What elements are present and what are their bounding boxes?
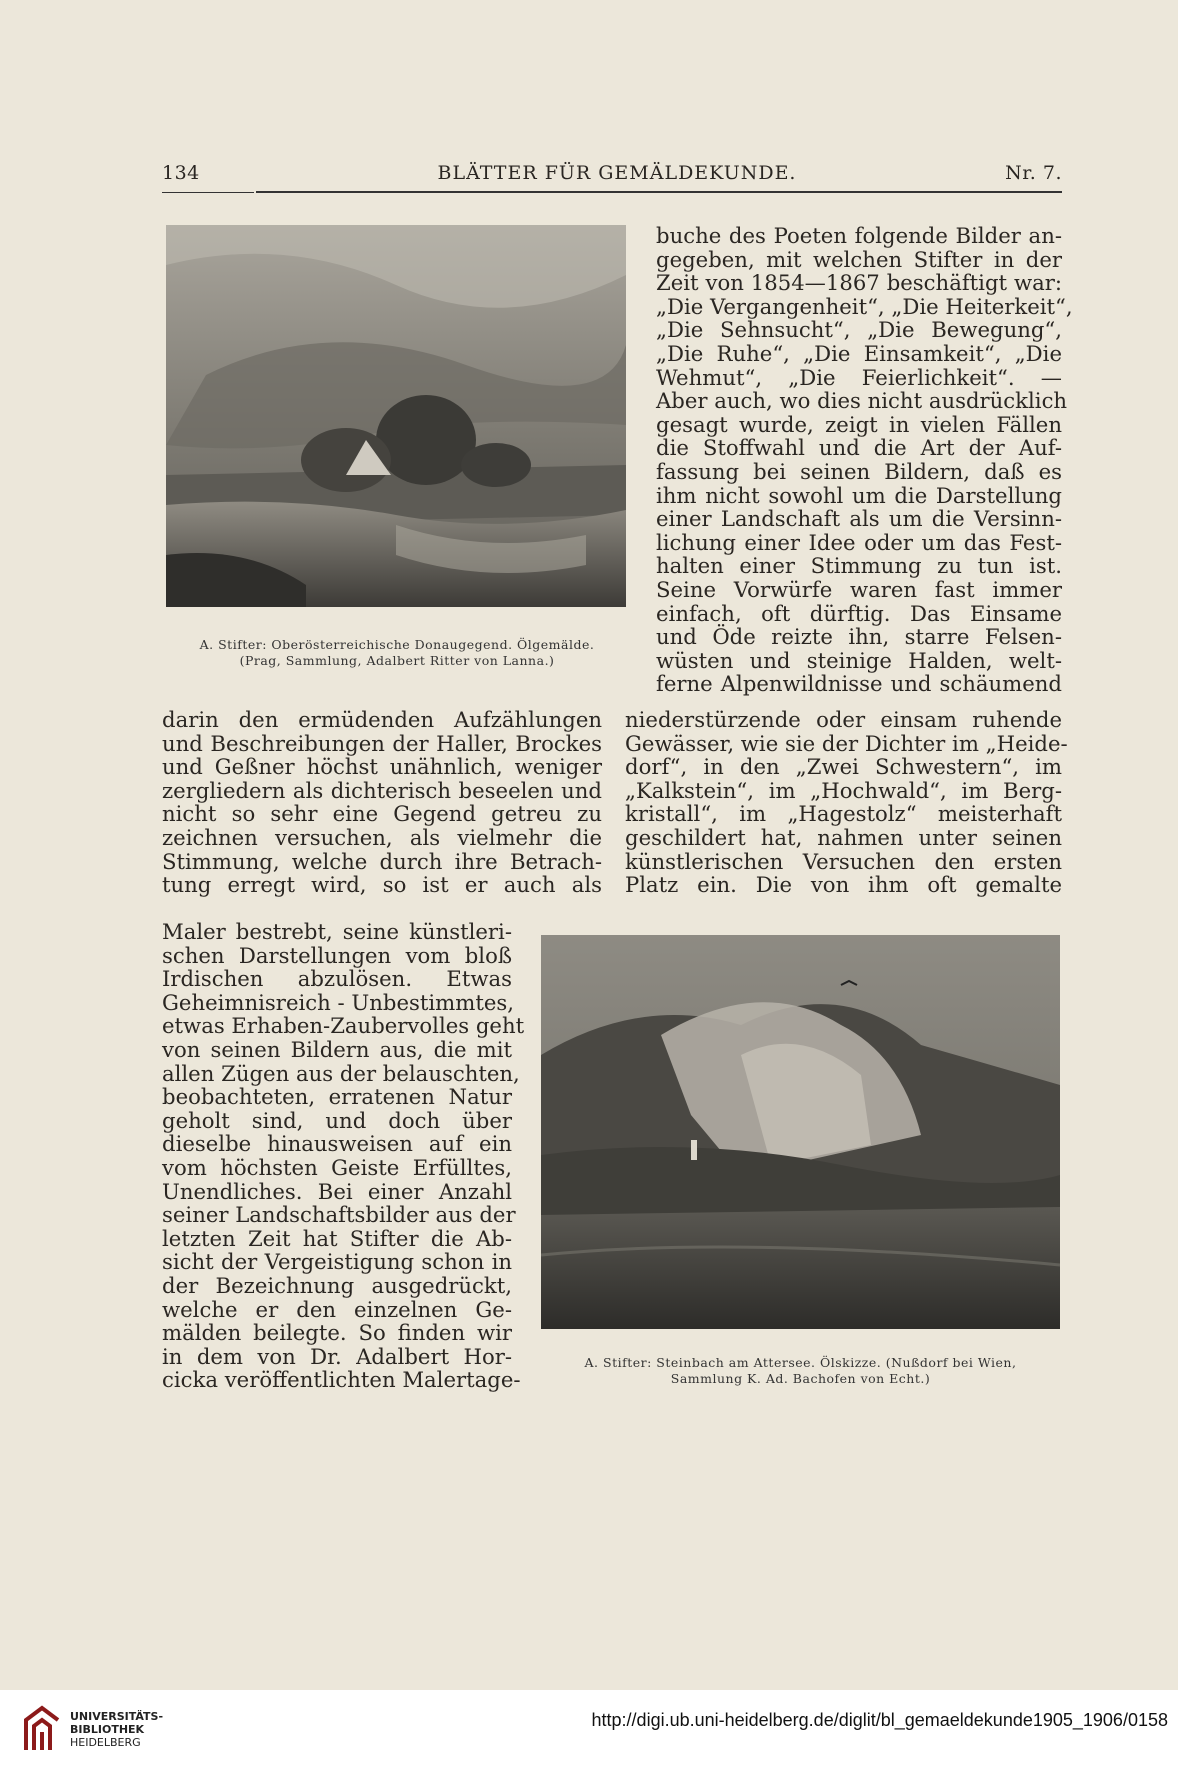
text-line: darin den ermüdenden Aufzählungen <box>162 707 602 732</box>
text-line: einer Landschaft als um die Versinn- <box>656 506 1062 532</box>
text-line: nicht so sehr eine Gegend getreu zu <box>162 801 602 827</box>
text-line: dorf“, in den „Zwei Schwestern“, im <box>625 754 1062 780</box>
text-line: zeichnen versuchen, als vielmehr die <box>162 824 602 850</box>
text-line: etwas Erhaben-Zaubervolles geht <box>162 1013 525 1039</box>
text-line: kristall“, im „Hagestolz“ meisterhaft <box>625 801 1062 827</box>
text-line: und Geßner höchst unähnlich, weniger <box>162 754 602 780</box>
library-name <box>70 1710 163 1749</box>
text-line: ferne Alpenwildnisse und schäumend <box>656 671 1062 697</box>
caption-line: (Prag, Sammlung, Adalbert Ritter von Lanna.) <box>239 653 555 668</box>
text-line: Geheimnisreich - Unbestimmtes, <box>162 989 515 1015</box>
text-line: geschildert hat, nahmen unter seinen <box>625 824 1062 850</box>
text-line: allen Zügen aus der belauschten, <box>162 1060 520 1086</box>
text-line: letzten Zeit hat Stifter die Ab- <box>162 1225 512 1251</box>
text-line: Irdischen abzulösen. Etwas <box>162 966 512 992</box>
text-line: „Die Vergangenheit“, „Die Heiterkeit“, <box>656 293 1073 319</box>
text-line: vom höchsten Geiste Erfülltes, <box>162 1154 512 1180</box>
issue-number: Nr. 7. <box>1005 162 1062 184</box>
figure-2-caption <box>537 1355 1064 1387</box>
text-line: niederstürzende oder einsam ruhende <box>625 707 1062 732</box>
text-line: mälden beilegte. So finden wir <box>162 1320 512 1346</box>
running-header <box>162 162 1072 192</box>
text-line: Maler bestrebt, seine künstleri- <box>162 919 512 944</box>
text-line: welche er den einzelnen Ge- <box>162 1296 512 1322</box>
text-line: beobachteten, erratenen Natur <box>162 1084 512 1110</box>
text-line: einfach, oft dürftig. Das Einsame <box>656 600 1062 626</box>
text-line: Zeit von 1854—1867 beschäftigt war: <box>656 270 1062 296</box>
text-line: die Stoffwahl und die Art der Auf- <box>656 435 1062 461</box>
text-column-left-lower <box>162 919 525 1393</box>
text-line: buche des Poeten folgende Bilder an- <box>656 223 1062 248</box>
text-line: fassung bei seinen Bildern, daß es <box>656 458 1062 484</box>
text-line: gegeben, mit welchen Stifter in der <box>656 246 1062 272</box>
text-line: dieselbe hinausweisen auf ein <box>162 1131 512 1157</box>
caption-line: A. Stifter: Steinbach am Attersee. Ölskizze. (Nußdorf bei Wien, <box>584 1355 1017 1370</box>
text-column-right-top <box>656 223 1073 697</box>
text-line: „Die Sehnsucht“, „Die Bewegung“, <box>656 317 1062 343</box>
header-rule-long <box>256 191 1062 193</box>
text-line: Wehmut“, „Die Feierlichkeit“. — <box>656 364 1062 390</box>
text-column-left-middle <box>162 708 602 897</box>
library-logo-icon <box>20 1704 64 1756</box>
text-line: künstlerischen Versuchen den ersten <box>625 848 1062 874</box>
text-column-right-middle <box>625 707 1068 898</box>
text-line: schen Darstellungen vom bloß <box>162 942 512 968</box>
text-line: von seinen Bildern aus, die mit <box>162 1036 512 1062</box>
text-line: Platz ein. Die von ihm oft gemalte <box>625 872 1062 898</box>
text-line: Stimmung, welche durch ihre Betrach- <box>162 848 602 874</box>
text-line: der Bezeichnung ausgedrückt, <box>162 1272 512 1298</box>
footer-bar <box>0 1690 1178 1772</box>
text-line: gesagt wurde, zeigt in vielen Fällen <box>656 411 1062 437</box>
figure-1-caption <box>162 637 632 669</box>
text-line: zergliedern als dichterisch beseelen und <box>162 777 602 803</box>
text-line: und Beschreibungen der Haller, Brockes <box>162 730 602 756</box>
figure-donaugegend-painting <box>166 225 626 607</box>
library-name-line: UNIVERSITÄTS- <box>70 1710 164 1723</box>
text-line: tung erregt wird, so ist er auch als <box>162 872 602 898</box>
text-line: lichung einer Idee oder um das Fest- <box>656 529 1062 555</box>
caption-line: Sammlung K. Ad. Bachofen von Echt.) <box>670 1371 931 1386</box>
figure-attersee-painting <box>541 935 1060 1329</box>
text-line: „Kalkstein“, im „Hochwald“, im Berg- <box>625 777 1062 803</box>
text-line: ihm nicht sowohl um die Darstellung <box>656 482 1062 508</box>
text-line: cicka veröffentlichten Malertage- <box>162 1367 521 1393</box>
text-line: seiner Landschaftsbilder aus der <box>162 1202 516 1228</box>
text-line: wüsten und steinige Halden, welt- <box>656 647 1062 673</box>
library-name-line: HEIDELBERG <box>70 1736 141 1749</box>
caption-line: A. Stifter: Oberösterreichische Donaugegend. Ölgemälde. <box>199 637 595 652</box>
header-rule-short <box>162 192 254 193</box>
text-line: halten einer Stimmung zu tun ist. <box>656 553 1062 579</box>
library-name-line: BIBLIOTHEK <box>70 1723 145 1736</box>
text-line: sicht der Vergeistigung schon in <box>162 1249 512 1275</box>
text-line: Gewässer, wie sie der Dichter im „Heide- <box>625 730 1068 756</box>
text-line: „Die Ruhe“, „Die Einsamkeit“, „Die <box>656 340 1062 366</box>
text-line: Seine Vorwürfe waren fast immer <box>656 576 1062 602</box>
text-line: Aber auch, wo dies nicht ausdrücklich <box>656 388 1068 414</box>
text-line: geholt sind, und doch über <box>162 1107 512 1133</box>
journal-title: BLÄTTER FÜR GEMÄLDEKUNDE. <box>437 162 797 184</box>
text-line: Unendliches. Bei einer Anzahl <box>162 1178 512 1204</box>
source-url-link[interactable]: http://digi.ub.uni-heidelberg.de/diglit/bl_gemaeldekunde1905_1906/0158 <box>591 1710 1168 1730</box>
page-number: 134 <box>162 162 200 184</box>
text-line: und Öde reizte ihn, starre Felsen- <box>656 624 1062 650</box>
text-line: in dem von Dr. Adalbert Hor- <box>162 1343 512 1369</box>
